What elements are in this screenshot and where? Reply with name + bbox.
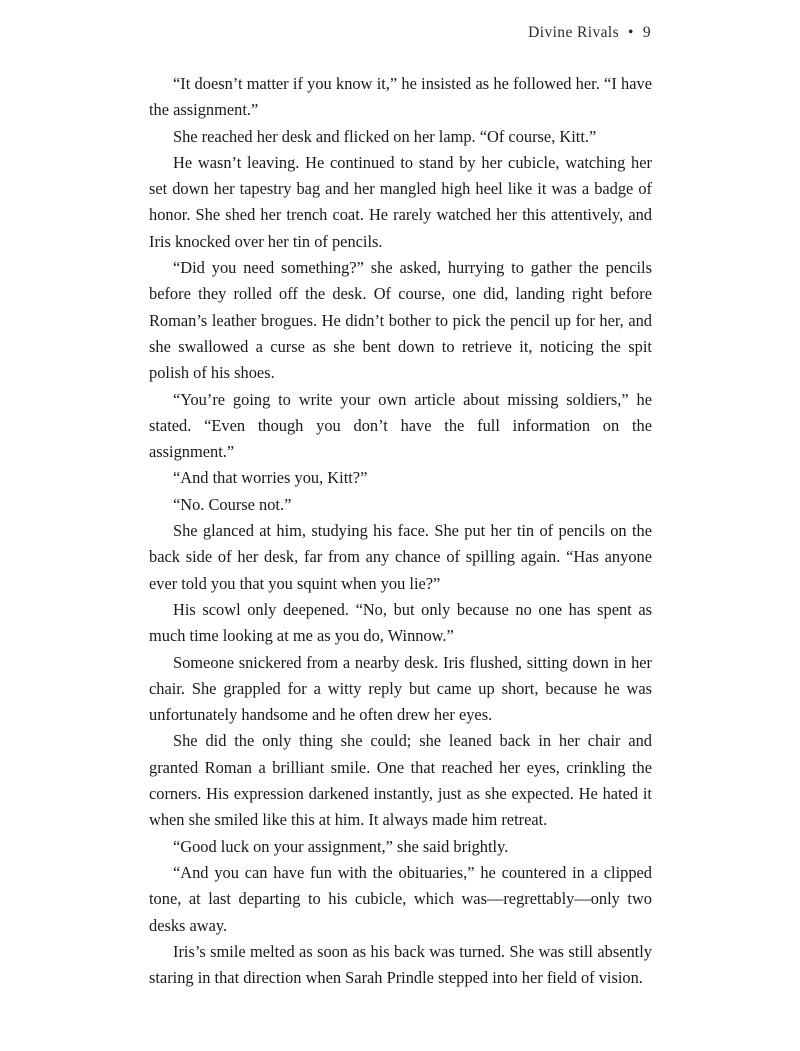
paragraph: He wasn’t leaving. He continued to stand by her cubicle, watching her set down her tapestry bag and her mangled high heel like it was a badge of honor. She shed her trench coat. He rarely watched her this attentively, and Iris knocked over her tin of pencils. (149, 152, 652, 251)
paragraph: Someone snickered from a nearby desk. Iris flushed, sitting down in her chair. She grappled for a witty reply but came up short, because he was unfortunately handsome and he often drew her eyes. (149, 652, 652, 725)
paragraph: His scowl only deepened. “No, but only because no one has spent as much time looking at me as you do, Winnow.” (149, 599, 652, 646)
paragraph: “Good luck on your assignment,” she said brightly. (173, 836, 509, 856)
paragraph: “It doesn’t matter if you know it,” he insisted as he followed her. “I have the assignment.” (149, 74, 652, 120)
running-header (528, 24, 651, 42)
body-text (149, 71, 652, 991)
paragraph: She did the only thing she could; she leaned back in her chair and granted Roman a brilliant smile. One that reached her eyes, crinkling the corners. His expression darkened instantly, just as she expected. He hated it when she smiled like this at him. It always made him retreat. (149, 731, 652, 830)
paragraph: “You’re going to write your own article about missing soldiers,” he stated. “Even though you don’t have the full information on the assignment.” (149, 389, 652, 462)
paragraph: “Did you need something?” she asked, hurrying to gather the pencils before they rolled off the desk. Of course, one did, landing right before Roman’s leather brogues. He didn’t bother to pick the pencil up for her, and she swallowed a curse as she bent down to retrieve it, noticing the spit polish of his shoes. (149, 258, 652, 383)
paragraph: “And that worries you, Kitt?” (173, 468, 368, 488)
paragraph: She glanced at him, studying his face. She put her tin of pencils on the back side of her desk, far from any chance of spilling again. “Has anyone ever told you that you squint when you lie?” (149, 521, 652, 593)
page-number: 9 (642, 24, 651, 41)
paragraph: “And you can have fun with the obituaries,” he countered in a clipped tone, at last departing to his cubicle, which was—regrettably—only two desks away. (149, 862, 652, 935)
header-separator: • (628, 24, 634, 41)
book-title: Divine Rivals (528, 24, 620, 41)
paragraph: She reached her desk and flicked on her lamp. “Of course, Kitt.” (173, 126, 597, 146)
paragraph: “No. Course not.” (173, 494, 292, 514)
paragraph: Iris’s smile melted as soon as his back was turned. She was still absently staring in that direction when Sarah Prindle stepped into her field of vision. (149, 941, 652, 988)
